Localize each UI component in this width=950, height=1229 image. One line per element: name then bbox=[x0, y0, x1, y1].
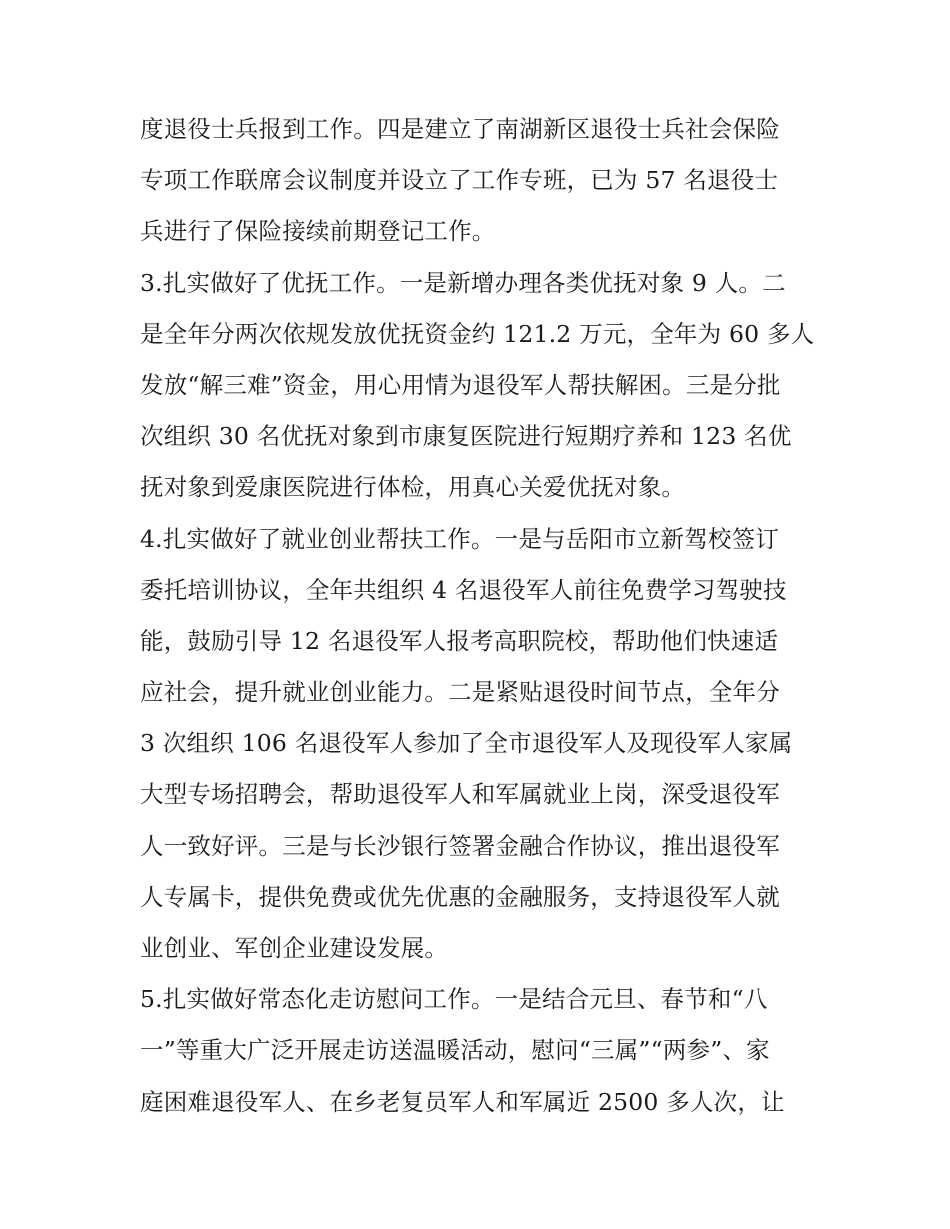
text-line: 5.扎实做好常态化走访慰问工作。一是结合元旦、春节和“八 bbox=[140, 985, 768, 1014]
text-line: 3 次组织 106 名退役军人参加了全市退役军人及现役军人家属 bbox=[140, 729, 793, 758]
text-line: 是全年分两次依规发放优抚资金约 121.2 万元，全年为 60 多人 bbox=[140, 319, 815, 348]
text-line: 抚对象到爱康医院进行体检，用真心关爱优抚对象。 bbox=[140, 473, 686, 502]
body-text bbox=[140, 104, 820, 1128]
text-line: 4.扎实做好了就业创业帮扶工作。一是与岳阳市立新驾校签订 bbox=[140, 524, 780, 553]
text-line: 大型专场招聘会，帮助退役军人和军属就业上岗，深受退役军 bbox=[140, 780, 780, 809]
text-line: 人一致好评。三是与长沙银行签署金融合作协议，推出退役军 bbox=[140, 831, 780, 860]
text-line: 能，鼓励引导 12 名退役军人报考高职院校，帮助他们快速适 bbox=[140, 626, 779, 655]
text-line: 专项工作联席会议制度并设立了工作专班，已为 57 名退役士 bbox=[140, 166, 779, 195]
text-line: 应社会，提升就业创业能力。二是紧贴退役时间节点，全年分 bbox=[140, 678, 780, 707]
text-line: 委托培训协议，全年共组织 4 名退役军人前往免费学习驾驶技 bbox=[140, 575, 787, 604]
text-line: 人专属卡，提供免费或优先优惠的金融服务，支持退役军人就 bbox=[140, 882, 780, 911]
text-line: 兵进行了保险接续前期登记工作。 bbox=[140, 217, 496, 246]
text-line: 庭困难退役军人、在乡老复员军人和军属近 2500 多人次，让 bbox=[140, 1087, 785, 1116]
text-line: 发放“解三难”资金，用心用情为退役军人帮扶解困。三是分批 bbox=[140, 370, 781, 399]
text-line: 业创业、军创企业建设发展。 bbox=[140, 934, 449, 962]
text-line: 3.扎实做好了优抚工作。一是新增办理各类优抚对象 9 人。二 bbox=[140, 268, 786, 297]
text-line: 度退役士兵报到工作。四是建立了南湖新区退役士兵社会保险 bbox=[140, 115, 780, 143]
text-line: 次组织 30 名优抚对象到市康复医院进行短期疗养和 123 名优 bbox=[140, 422, 792, 451]
text-line: 一”等重大广泛开展走访送温暖活动，慰问“三属”“两参”、家 bbox=[140, 1036, 770, 1065]
